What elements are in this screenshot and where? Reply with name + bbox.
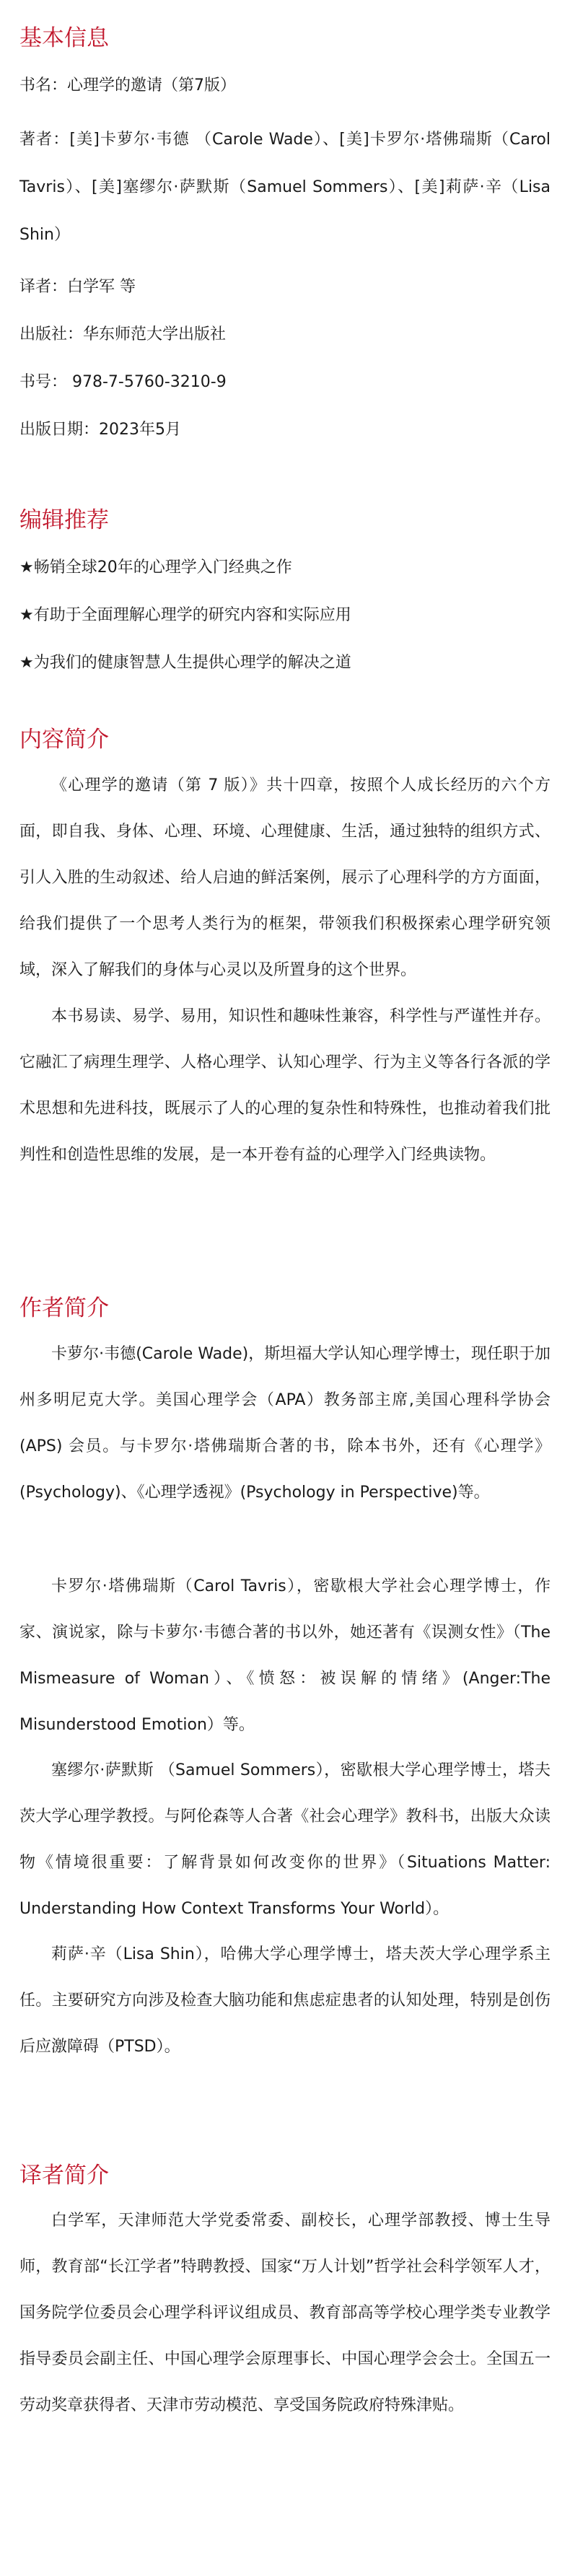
author-paragraph: 塞缪尔·萨默斯 （Samuel Sommers），密歇根大学心理学博士，塔夫茨大学心理学教授。与阿伦森等人合著《社会心理学》教科书，出版大众读物《情境很重要：了解背景如何改变你的世界》（Situations Matter: Understanding How Context Transforms Your World）。 — [19, 1761, 551, 1918]
content-paragraph: 《心理学的邀请（第 7 版）》共十四章，按照个人成长经历的六个方面，即自我、身体、心理、环境、心理健康、生活，通过独特的组织方式、引人入胜的生动叙述、给人启迪的鲜活案例，展示了心理科学的方方面面，给我们提供了一个思考人类行为的框架，带领我们积极探索心理学研究领域，深入了解我们的身体与心灵以及所置身的这个世界。 — [19, 776, 551, 979]
translator-paragraph: 白学军，天津师范大学党委常委、副校长，心理学部教授、博士生导师，教育部“长江学者”特聘教授、国家“万人计划”哲学社会科学领军人才，国务院学位委员会心理学科评议组成员、教育部高等学校心理学类专业教学指导委员会副主任、中国心理学会原理事长、中国心理学会会士。全国五一劳动奖章获得者、天津市劳动模范、享受国务院政府特殊津贴。 — [19, 2212, 551, 2414]
recommendation-item: ★畅销全球20年的心理学入门经典之作 — [19, 558, 292, 577]
pub-date-line: 出版日期：2023年5月 — [19, 421, 181, 439]
publisher-line: 出版社：华东师范大学出版社 — [19, 325, 227, 343]
recommendation-item: ★有助于全面理解心理学的研究内容和实际应用 — [19, 606, 351, 624]
translator-line: 译者：白学军 等 — [19, 278, 136, 296]
book-title-line: 书名：心理学的邀请（第7版） — [19, 76, 236, 95]
editor-recommendation-heading: 编辑推荐 — [19, 507, 109, 533]
recommendation-item: ★为我们的健康智慧人生提供心理学的解决之道 — [19, 654, 351, 672]
basic-info-heading: 基本信息 — [19, 25, 109, 51]
authors-line: 著者：[美]卡萝尔·韦德 （Carole Wade）、[美]卡罗尔·塔佛瑞斯（Carol Tavris）、[美]塞缪尔·萨默斯（Samuel Sommers）、[美]莉萨·辛（Lisa Shin） — [19, 131, 551, 244]
author-intro-heading: 作者简介 — [19, 1295, 109, 1321]
isbn-line: 书号： 978-7-5760-3210-9 — [19, 373, 227, 391]
content-paragraph: 本书易读、易学、易用，知识性和趣味性兼容，科学性与严谨性并存。它融汇了病理生理学、人格心理学、认知心理学、行为主义等各行各派的学术思想和先进科技，既展示了人的心理的复杂性和特殊性，也推动着我们批判性和创造性思维的发展，是一本开卷有益的心理学入门经典读物。 — [19, 1007, 551, 1164]
translator-intro-heading: 译者简介 — [19, 2163, 109, 2189]
author-paragraph: 卡罗尔·塔佛瑞斯（Carol Tavris），密歇根大学社会心理学博士，作家、演说家，除与卡萝尔·韦德合著的书以外，她还著有《误测女性》（The Mismeasure of Woman）、《愤怒：被误解的情绪》(Anger:The Misunderstood Emotion）等。 — [19, 1577, 551, 1734]
content-intro-heading: 内容简介 — [19, 727, 109, 753]
author-paragraph: 卡萝尔·韦德(Carole Wade)，斯坦福大学认知心理学博士，现任职于加州多明尼克大学。美国心理学会（APA）教务部主席,美国心理科学协会 (APS) 会员。与卡罗尔·塔佛瑞斯合著的书，除本书外，还有《心理学》(Psychology)、《心理学透视》(Psychology in Perspective)等。 — [19, 1345, 551, 1502]
author-paragraph: 莉萨·辛（Lisa Shin），哈佛大学心理学博士，塔夫茨大学心理学系主任。主要研究方向涉及检查大脑功能和焦虑症患者的认知处理，特别是创伤后应激障碍（PTSD）。 — [19, 1945, 551, 2056]
